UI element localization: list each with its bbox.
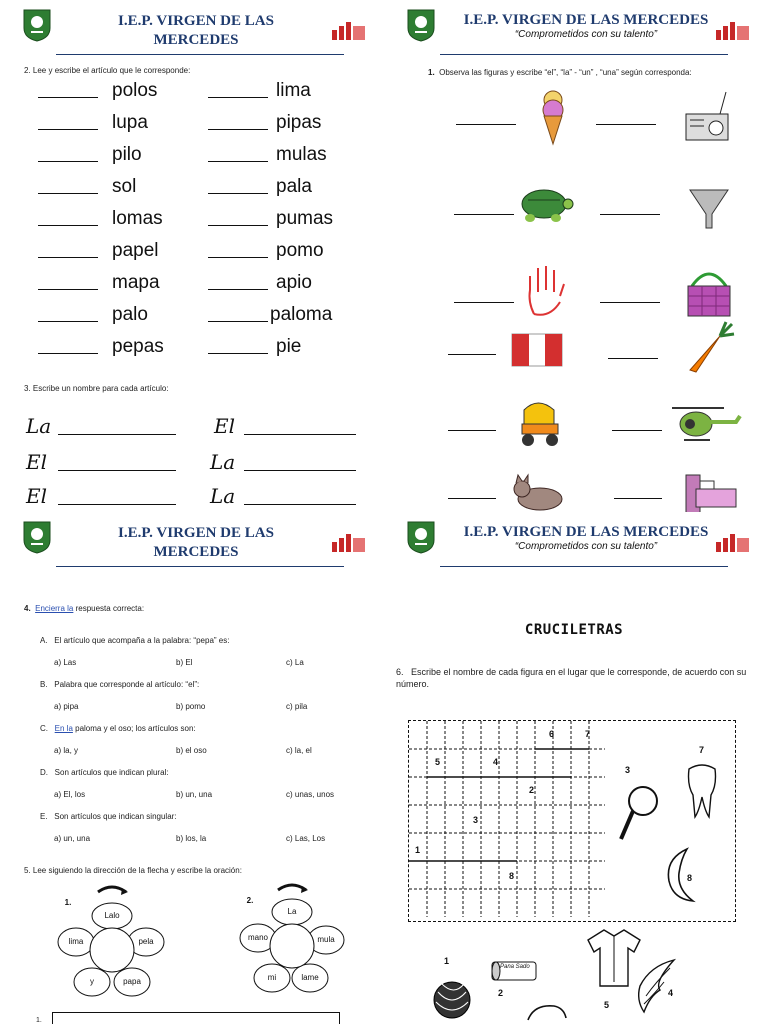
option-a[interactable]: a) la, y [54,746,79,755]
question-letter: B. [40,680,48,689]
school-name [76,524,316,562]
word-row [38,144,358,170]
petal-label: lima [68,937,84,946]
worksheet-page-pictures [384,0,768,512]
word: paloma [270,304,333,325]
worksheet-page-quiz [0,512,384,1024]
instruction-1 [428,68,758,78]
answer-blank[interactable] [454,214,514,215]
grid-number: 4 [493,757,499,767]
picture-number: 7 [699,745,705,755]
flower-number: 2. [246,896,254,905]
word-row [38,176,358,202]
question-e [40,812,177,822]
picture-number: 3 [625,765,631,775]
answer-blank[interactable] [38,321,98,322]
instruction-6 [396,666,756,690]
grid-number: 5 [435,757,441,767]
grid-number: 7 [585,729,591,739]
answer-blank[interactable] [38,289,98,290]
funnel-icon [682,180,736,238]
instruction-number: 1. [428,68,435,77]
header-divider [440,54,728,55]
answer-blank[interactable] [208,257,268,258]
answer-blank[interactable] [208,193,268,194]
answer-blank[interactable] [448,430,496,431]
picture-number: 2 [498,988,504,998]
question-c [40,724,196,734]
word: pala [276,176,312,197]
instruction-5: 5. Lee siguiendo la dirección de la flecha y escribe la oración: [24,866,242,875]
question-letter: D. [40,768,48,777]
page-header [18,6,368,56]
cursive-row [24,450,364,480]
answer-blank[interactable] [208,225,268,226]
word: pumas [276,208,334,229]
picture-row [444,464,754,512]
helicopter-icon [670,394,744,452]
question-link[interactable]: En la [54,724,73,733]
crossword-title: CRUCILETRAS [524,622,624,638]
petal-label: La [287,907,297,916]
option-a[interactable]: a) El, los [54,790,86,799]
school-name-text: I.E.P. VIRGEN DE LAS MERCEDES [463,524,709,540]
picture-row [444,394,754,454]
sentence-answer-box[interactable] [52,1012,340,1024]
answer-blank[interactable] [600,302,660,303]
answer-blank[interactable] [38,353,98,354]
word: lima [276,80,311,101]
grid-number: 1 [415,845,421,855]
answer-blank[interactable] [208,161,268,162]
picture-number: 4 [668,988,674,998]
cursive-article: El [26,484,47,508]
flag-icon [510,320,564,378]
flower-1 [48,882,178,1002]
cursive-article: La [26,414,52,438]
school-shield-logo-icon [22,8,52,42]
instruction-text: respuesta correcta: [73,604,145,613]
option-a[interactable]: a) un, una [54,834,91,843]
magnifying-glass-icon [615,781,665,851]
school-name-line2: MERCEDES [153,32,239,48]
word: polos [112,80,158,101]
carrot-icon [682,320,736,378]
word: apio [276,272,312,293]
page-header [18,518,368,568]
flower-2 [230,882,360,1002]
instruction-text: Escribe el nombre de cada figura en el lugar que le corresponde, de acuerdo con su número. [396,667,747,689]
petal-label: lame [301,973,319,982]
radio-icon [680,88,734,146]
grid-number: 8 [509,871,515,881]
question-d [40,768,169,778]
petal-label: papa [123,977,141,986]
word: mapa [112,272,160,293]
petal-label: y [90,977,94,986]
school-name [76,12,316,50]
option-b[interactable]: b) el oso [176,746,207,755]
school-name-text: I.E.P. VIRGEN DE LAS MERCEDES [463,12,709,28]
answer-blank[interactable] [38,225,98,226]
question-letter: A. [40,636,48,645]
petal-label: mano [247,933,268,942]
answer-blank[interactable] [608,358,658,359]
page-header [402,6,752,56]
answer-blank[interactable] [208,97,268,98]
instruction-link[interactable]: Encierra la [35,604,74,613]
word: pilo [112,144,142,165]
option-c[interactable]: c) La [286,658,304,667]
cursive-article: La [210,484,236,508]
cursive-article: La [210,450,236,474]
question-text: Palabra que corresponde al artículo: “el”: [54,680,200,689]
crossword-area [408,720,736,922]
answer-blank[interactable] [208,353,268,354]
bird-icon [524,1000,570,1024]
hand-icon [518,262,572,320]
ministry-logo-icon [714,532,752,556]
school-shield-logo-icon [22,520,52,554]
petal-label: mula [317,935,335,944]
ice-cream-icon [526,88,580,146]
cursive-article: El [26,450,47,474]
cursive-article: El [214,414,235,438]
basket-icon [682,262,736,320]
picture-row [444,88,754,148]
picture-number: 5 [604,1000,610,1010]
answer-number: 1. [36,1017,42,1024]
answer-blank[interactable] [596,124,656,125]
word: pomo [276,240,324,261]
question-letter: E. [40,812,48,821]
tooth-icon [685,761,719,821]
option-c[interactable]: c) pila [286,702,308,711]
moon-icon [659,845,699,905]
question-b [40,680,199,690]
instruction-number: 6. [396,667,404,677]
petal-label: pela [138,937,154,946]
cursive-row [24,484,364,512]
tape-label: Pana Sado [500,964,530,970]
question-text: El artículo que acompaña a la palabra: “pepa” es: [54,636,230,645]
word-row [38,272,358,298]
option-a[interactable]: a) Las [54,658,77,667]
turtle-icon [514,180,574,238]
word: pie [276,336,302,357]
answer-blank[interactable] [208,129,268,130]
picture-row [444,180,754,240]
answer-line[interactable] [58,434,176,435]
option-c[interactable]: c) Las, Los [286,834,326,843]
answer-line[interactable] [244,504,356,505]
word: sol [112,176,137,197]
answer-blank[interactable] [38,161,98,162]
picture-number: 8 [687,873,693,883]
worksheet-page-crossword [384,512,768,1024]
page-header [402,518,752,568]
grid-number: 3 [473,815,479,825]
answer-blank[interactable] [600,214,660,215]
question-letter: C. [40,724,48,733]
answer-blank[interactable] [208,289,268,290]
answer-line[interactable] [244,470,356,471]
answer-blank[interactable] [208,321,268,322]
instruction-3: 3. Escribe un nombre para cada artículo: [24,384,169,393]
petal-label: Lalo [104,911,120,920]
question-text: Son artículos que indican plural: [54,768,169,777]
option-b[interactable]: b) los, la [176,834,207,843]
word: lupa [112,112,148,133]
school-name-line1: I.E.P. VIRGEN DE LAS [118,525,274,541]
header-divider [56,54,344,55]
school-name-line2: MERCEDES [153,544,239,560]
word-row [38,208,358,234]
ministry-logo-icon [714,20,752,44]
word: palo [112,304,148,325]
instruction-2: 2. Lee y escribe el artículo que le corresponde: [24,66,191,75]
word: pepas [112,336,164,357]
school-name-line1: I.E.P. VIRGEN DE LAS [118,13,274,29]
option-b[interactable]: b) El [176,658,193,667]
bed-icon [682,464,740,512]
question-a [40,636,229,646]
option-b[interactable]: b) pomo [176,702,206,711]
word: lomas [112,208,163,229]
answer-blank[interactable] [38,257,98,258]
answer-blank[interactable] [456,124,516,125]
header-divider [56,566,344,567]
word-row [38,80,358,106]
answer-blank[interactable] [454,302,514,303]
crossword-grid[interactable] [409,721,609,917]
word: mulas [276,144,327,165]
picture-row [444,320,754,380]
word: papel [112,240,159,261]
answer-line[interactable] [244,434,356,435]
flower-number: 1. [64,898,72,907]
school-motto: “Comprometidos con su talento” [514,29,658,40]
word-row [38,304,358,330]
answer-blank[interactable] [38,97,98,98]
answer-blank[interactable] [612,430,662,431]
word-row [38,240,358,266]
worksheet-page-articles [0,0,384,512]
instruction-number: 4. [24,604,31,613]
option-c[interactable]: c) la, el [286,746,312,755]
answer-blank[interactable] [614,498,662,499]
petal-label: mi [267,973,277,982]
answer-blank[interactable] [38,129,98,130]
school-motto: “Comprometidos con su talento” [514,541,658,552]
school-shield-logo-icon [406,520,436,554]
grid-number: 6 [549,729,555,739]
ministry-logo-icon [330,20,368,44]
tape-icon [488,958,540,986]
picture-row [444,262,754,322]
school-shield-logo-icon [406,8,436,42]
cat-icon [510,464,570,512]
picture-number: 1 [444,956,450,966]
wing-icon [630,956,678,1016]
grid-number: 2 [529,785,535,795]
word-row [38,336,358,362]
question-text: paloma y el oso; los artículos son: [72,724,196,733]
header-divider [440,566,728,567]
option-a[interactable]: a) pipa [54,702,79,711]
instruction-text: Observa las figuras y escribe “el”, “la” - “un” , “una” según corresponda: [439,68,692,77]
word: pipas [276,112,322,133]
school-name [440,524,732,553]
answer-blank[interactable] [448,498,496,499]
yarn-ball-icon [432,972,472,1024]
cursive-row [24,414,364,444]
answer-line[interactable] [58,470,176,471]
question-text: Son artículos que indican singular: [54,812,177,821]
school-name [440,12,732,41]
stroller-icon [514,394,568,452]
answer-blank[interactable] [38,193,98,194]
answer-line[interactable] [58,504,176,505]
option-b[interactable]: b) un, una [176,790,213,799]
answer-blank[interactable] [448,354,496,355]
instruction-4 [24,604,144,614]
ministry-logo-icon [330,532,368,556]
word-row [38,112,358,138]
option-c[interactable]: c) unas, unos [286,790,335,799]
